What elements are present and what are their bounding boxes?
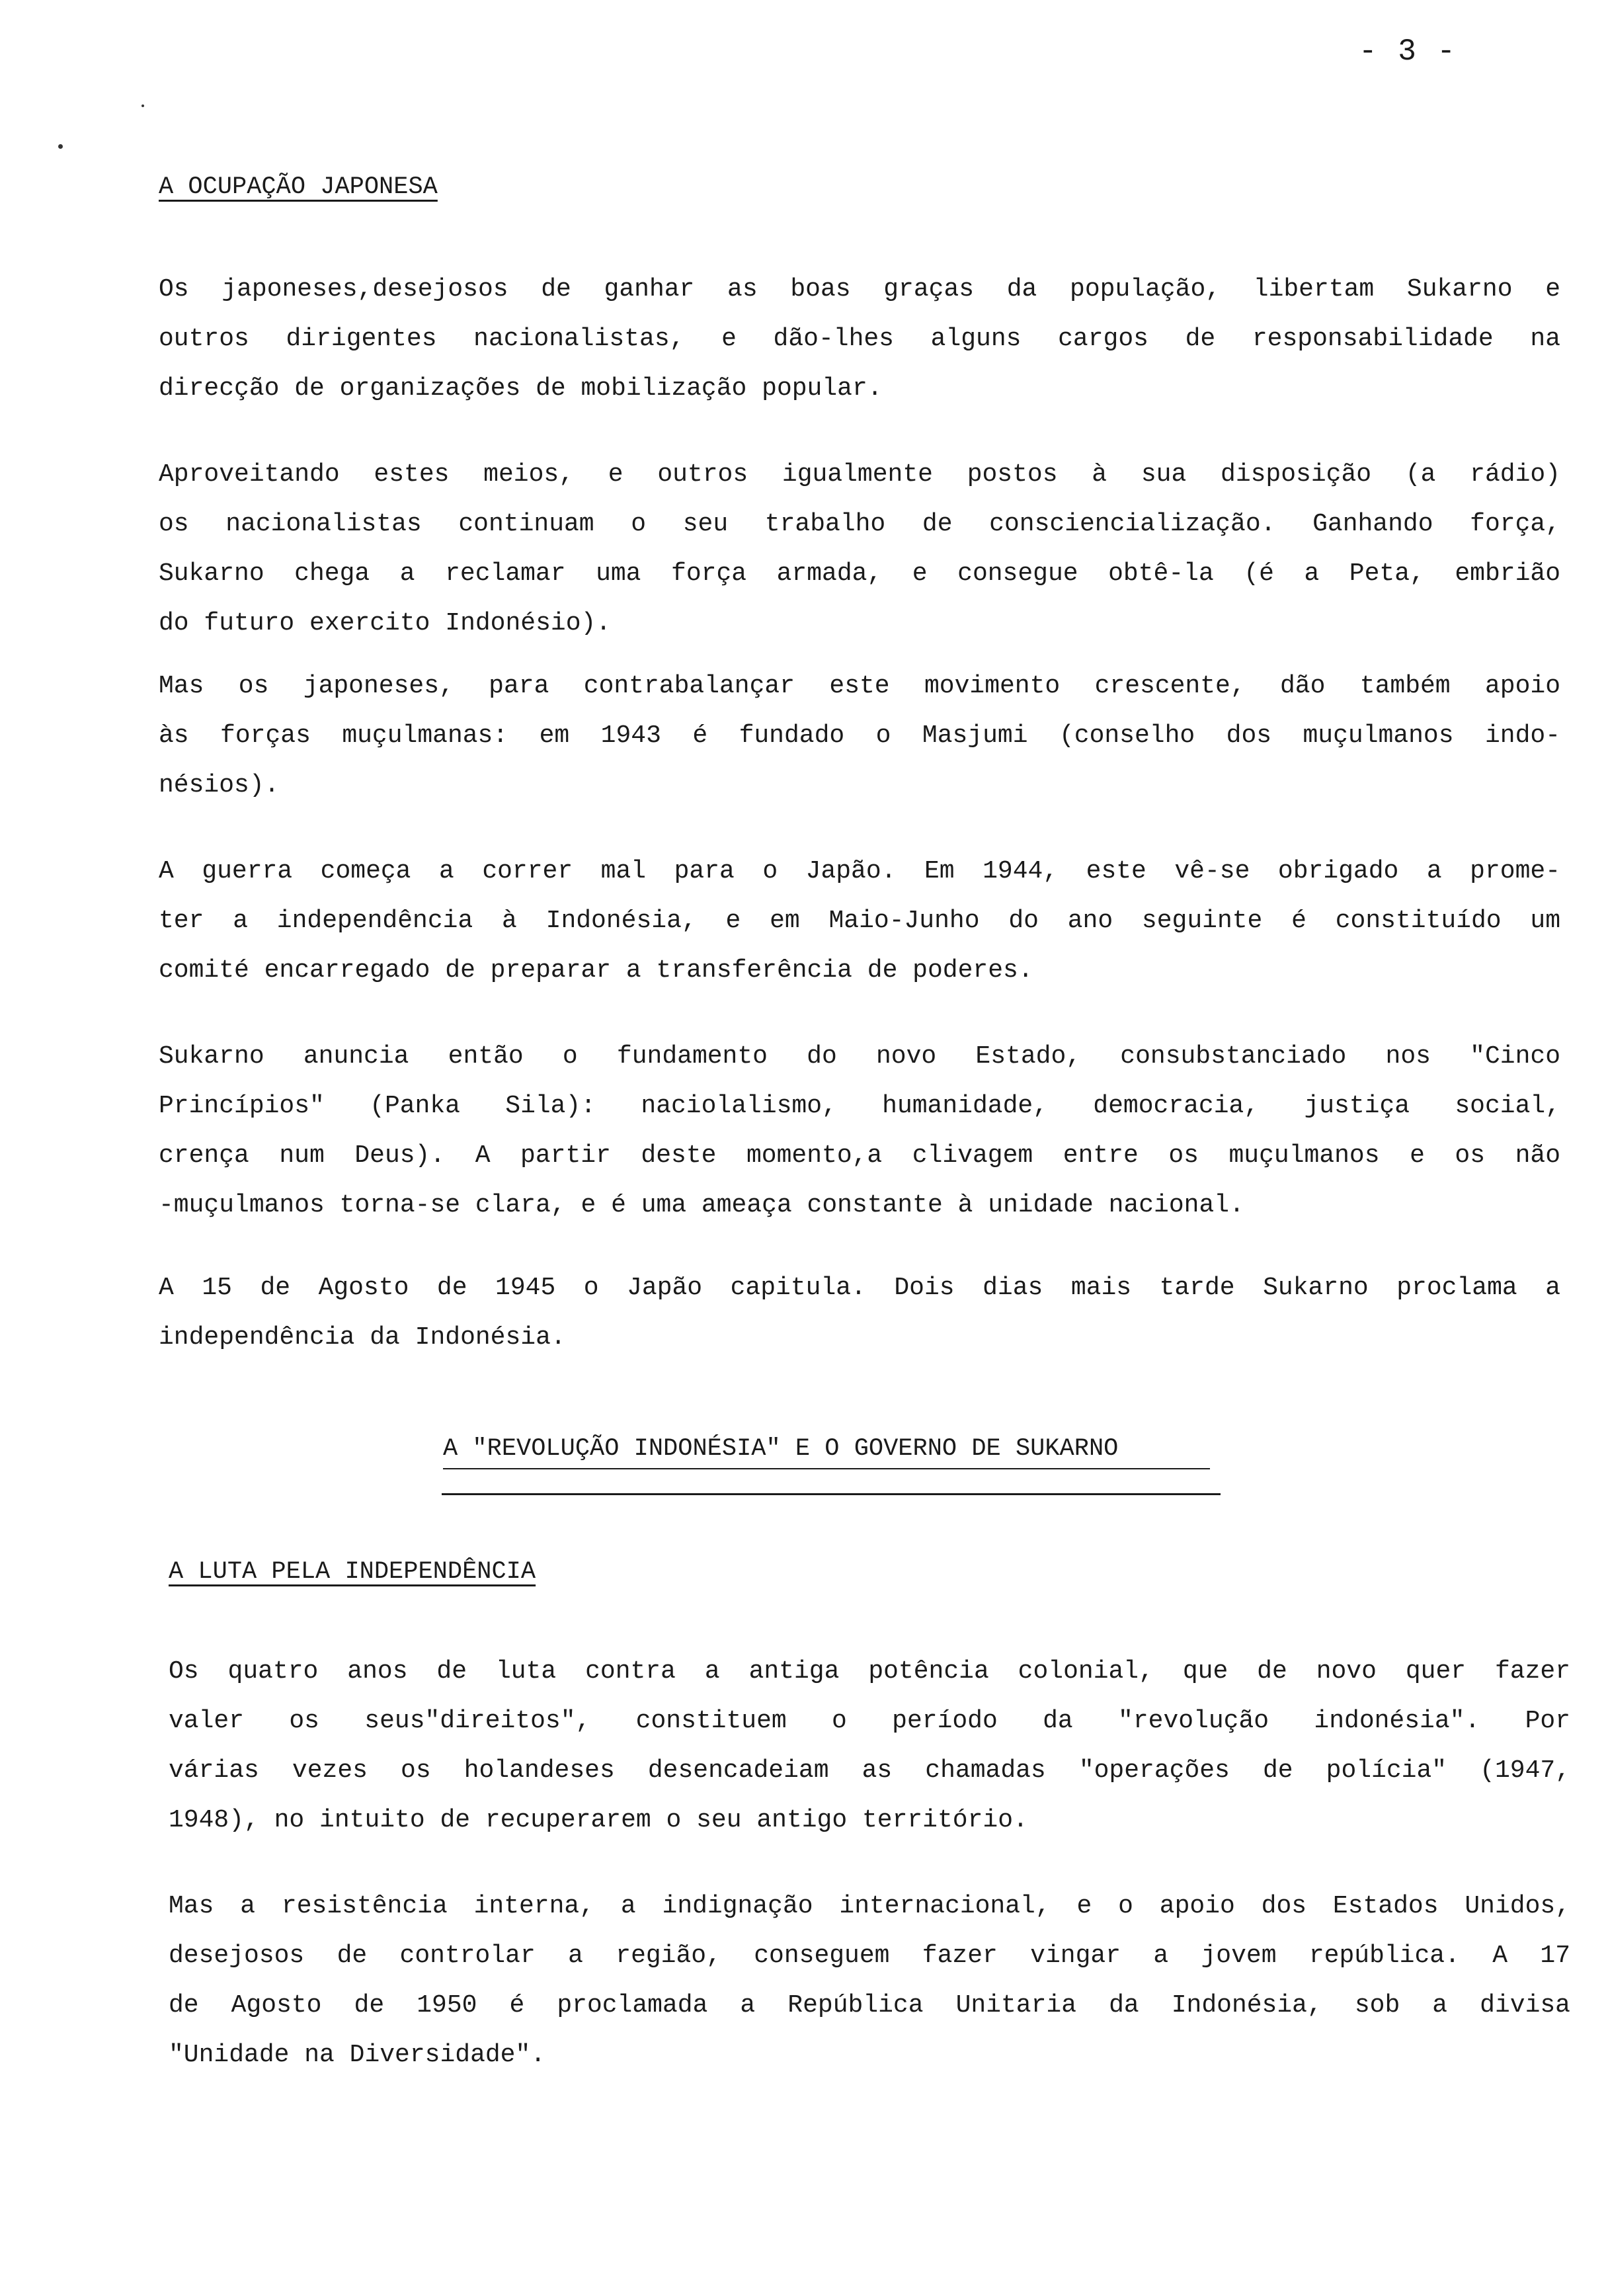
heading-double-rule bbox=[442, 1493, 1221, 1495]
text-line: direcção de organizações de mobilização popular. bbox=[159, 374, 883, 403]
text-line: ter a independência à Indonésia, e em Maio-Junho do ano seguinte é constituído um bbox=[159, 907, 1560, 935]
paragraph bbox=[159, 846, 1560, 995]
heading-underline bbox=[443, 1468, 1210, 1469]
paragraph bbox=[159, 1263, 1560, 1362]
text-line: comité encarregado de preparar a transferência de poderes. bbox=[159, 956, 1033, 985]
text-line: A 15 de Agosto de 1945 o Japão capitula. Dois dias mais tarde Sukarno proclama a bbox=[159, 1274, 1560, 1302]
text-line: -muçulmanos torna-se clara, e é uma ameaça constante à unidade nacional. bbox=[159, 1191, 1244, 1219]
text-line: crença num Deus). A partir deste momento,a clivagem entre os muçulmanos e os não bbox=[159, 1141, 1560, 1170]
text-line: os nacionalistas continuam o seu trabalho de consciencialização. Ganhando força, bbox=[159, 510, 1560, 538]
text-line: Mas os japoneses, para contrabalançar este movimento crescente, dão também apoio bbox=[159, 672, 1560, 700]
paragraph bbox=[159, 661, 1560, 810]
section-heading-revolucao: A "REVOLUÇÃO INDONÉSIA" E O GOVERNO DE SUKARNO bbox=[443, 1435, 1119, 1463]
text-line: valer os seus"direitos", constituem o período da "revolução indonésia". Por bbox=[169, 1707, 1570, 1735]
text-line: Aproveitando estes meios, e outros igualmente postos à sua disposição (a rádio) bbox=[159, 460, 1560, 489]
text-line: Sukarno chega a reclamar uma força armada, e consegue obtê-la (é a Peta, embrião bbox=[159, 559, 1560, 588]
paragraph bbox=[169, 1647, 1570, 1845]
text-line: "Unidade na Diversidade". bbox=[169, 2041, 546, 2069]
text-line: Mas a resistência interna, a indignação internacional, e o apoio dos Estados Unidos, bbox=[169, 1892, 1570, 1920]
text-line: outros dirigentes nacionalistas, e dão-lhes alguns cargos de responsabilidade na bbox=[159, 325, 1560, 353]
text-line: do futuro exercito Indonésio). bbox=[159, 609, 612, 637]
text-line: A guerra começa a correr mal para o Japão. Em 1944, este vê-se obrigado a prome- bbox=[159, 857, 1560, 885]
paragraph bbox=[159, 1032, 1560, 1230]
scan-speck bbox=[58, 144, 63, 149]
text-line: Sukarno anuncia então o fundamento do novo Estado, consubstanciado nos "Cinco bbox=[159, 1042, 1560, 1071]
text-line: às forças muçulmanas: em 1943 é fundado o Masjumi (conselho dos muçulmanos indo- bbox=[159, 721, 1560, 750]
paragraph bbox=[159, 450, 1560, 648]
paragraph bbox=[159, 265, 1560, 413]
text-line: 1948), no intuito de recuperarem o seu antigo território. bbox=[169, 1806, 1028, 1834]
text-line: desejosos de controlar a região, conseguem fazer vingar a jovem república. A 17 bbox=[169, 1942, 1570, 1970]
text-line: Os quatro anos de luta contra a antiga potência colonial, que de novo quer fazer bbox=[169, 1657, 1570, 1686]
page-number: - 3 - bbox=[1359, 34, 1457, 69]
text-line: Os japoneses,desejosos de ganhar as boas graças da população, libertam Sukarno e bbox=[159, 275, 1560, 304]
text-line: nésios). bbox=[159, 771, 280, 800]
section-heading-ocupacao: A OCUPAÇÃO JAPONESA bbox=[159, 173, 438, 201]
text-line: independência da Indonésia. bbox=[159, 1323, 566, 1352]
text-line: várias vezes os holandeses desencadeiam as chamadas "operações de polícia" (1947, bbox=[169, 1756, 1570, 1785]
text-line: de Agosto de 1950 é proclamada a República Unitaria da Indonésia, sob a divisa bbox=[169, 1991, 1570, 2020]
section-heading-luta: A LUTA PELA INDEPENDÊNCIA bbox=[169, 1558, 536, 1586]
scan-speck bbox=[141, 104, 144, 107]
paragraph bbox=[169, 1881, 1570, 2080]
text-line: Princípios" (Panka Sila): naciolalismo, humanidade, democracia, justiça social, bbox=[159, 1092, 1560, 1120]
